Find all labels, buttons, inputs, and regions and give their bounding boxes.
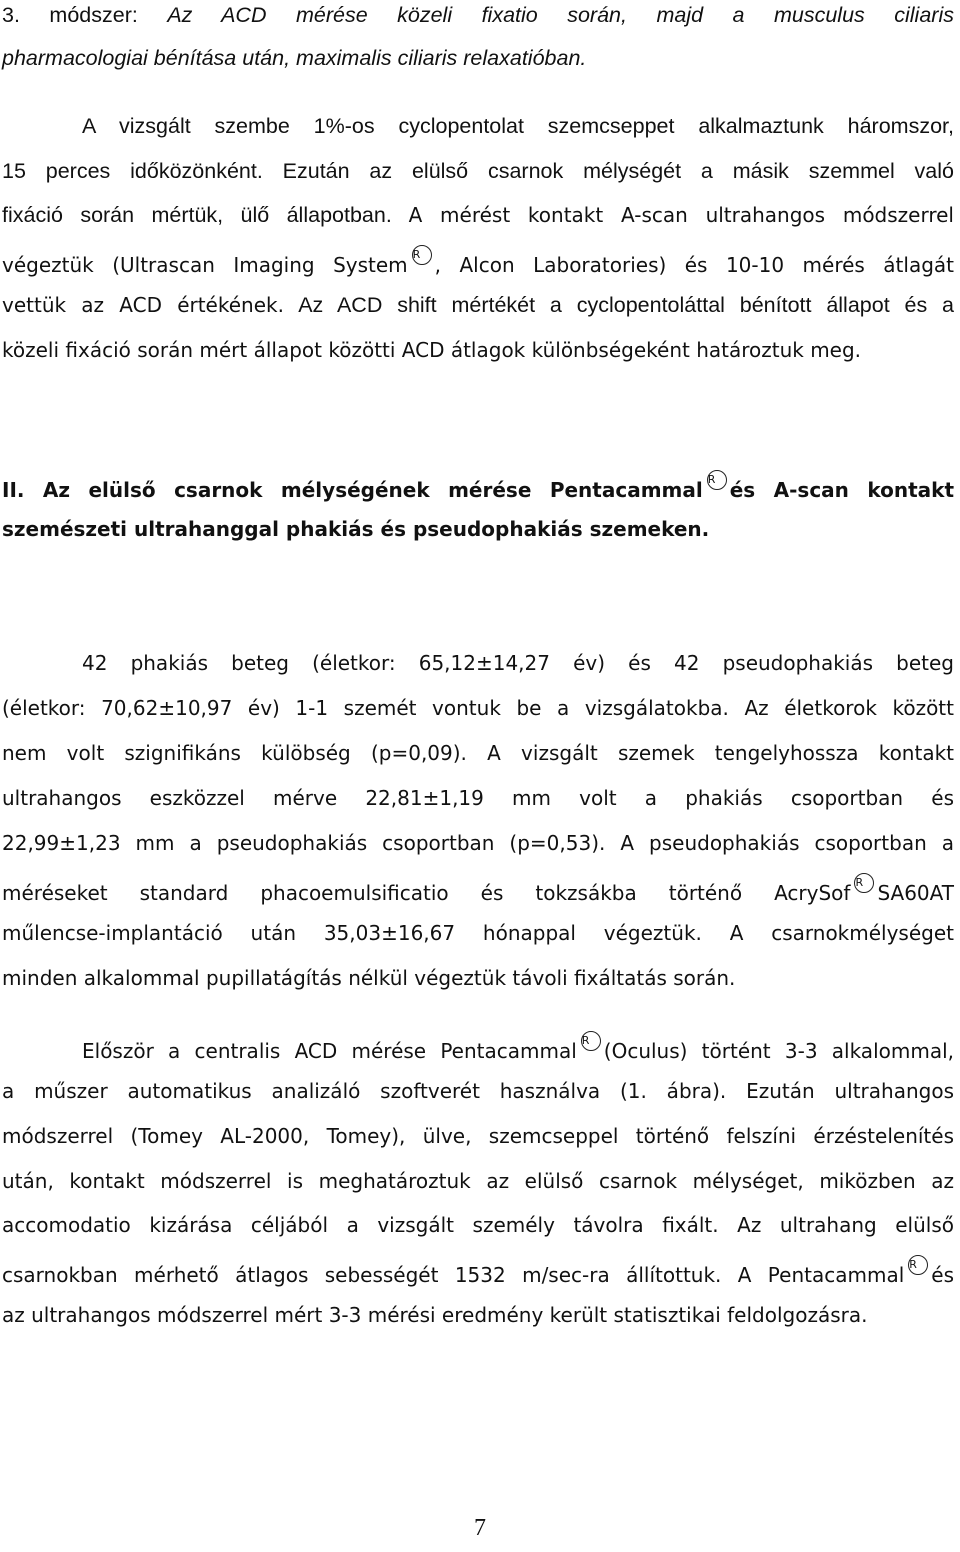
paragraph-line: Először a centralis ACD mérése Pentacammal R (Oculus) történt 3-3 alkalommal, (82, 1031, 954, 1066)
registered-trademark-icon: R (581, 1031, 601, 1051)
paragraph-line: A vizsgált szembe 1%-os cyclopentolat szemcseppet alkalmaztunk háromszor, (82, 114, 954, 138)
section-ii-title-line1: II. Az elülső csarnok mélységének mérése Pentacammal R és A-scan kontakt (2, 470, 954, 505)
paragraph-line: 15 perces időközönként. Ezután az elülső csarnok mélységét a másik szemmel való (2, 159, 954, 183)
paragraph-line: módszerrel (Tomey AL-2000, Tomey), ülve, szemcseppel történő felszíni érzéstelenítés (2, 1124, 954, 1148)
paragraph-line: méréseket standard phacoemulsificatio és tokzsákba történő AcrySof R SA60AT (2, 873, 954, 908)
paragraph-line: az ultrahangos módszerrel mért 3-3 mérési eredmény került statisztikai feldolgozásra. (2, 1303, 868, 1327)
section3-heading-line1 (2, 0, 954, 30)
registered-trademark-icon: R (707, 470, 727, 490)
section-ii-title-line2: szemészeti ultrahanggal phakiás és pseudophakiás szemeken. (2, 517, 710, 541)
registered-trademark-icon: R (412, 245, 432, 265)
paragraph-line: fixáció során mértük, ülő állapotban. A mérést kontakt A-scan ultrahangos módszerrel (2, 203, 954, 227)
section3-heading-number: 3. módszer: (2, 3, 138, 27)
paragraph-line: közeli fixáció során mért állapot közötti ACD átlagok különbségeként határoztuk meg. (2, 338, 862, 362)
paragraph-line: végeztük (Ultrascan Imaging System R , Alcon Laboratories) és 10-10 mérés átlagát (2, 245, 954, 280)
paragraph-line: (életkor: 70,62±10,97 év) 1-1 szemét vontuk be a vizsgálatokba. Az életkorok között (2, 696, 954, 720)
section3-heading-italic: Az ACD mérése közeli fixatio során, majd a musculus ciliaris (167, 3, 954, 27)
paragraph-line: után, kontakt módszerrel is meghatároztuk az elülső csarnok mélységet, miközben az (2, 1169, 954, 1193)
paragraph-line: a műszer automatikus analizáló szoftverét használva (1. ábra). Ezután ultrahangos (2, 1079, 954, 1103)
paragraph-line: ultrahangos eszközzel mérve 22,81±1,19 mm volt a phakiás csoportban és (2, 786, 954, 810)
paragraph-line: 22,99±1,23 mm a pseudophakiás csoportban (p=0,53). A pseudophakiás csoportban a (2, 831, 954, 855)
paragraph-line: 42 phakiás beteg (életkor: 65,12±14,27 év) és 42 pseudophakiás beteg (82, 651, 954, 675)
registered-trademark-icon: R (854, 873, 874, 893)
page-number: 7 (474, 1515, 486, 1541)
paragraph-line: vettük az ACD értékének. Az ACD shift mértékét a cyclopentoláttal bénított állapot és a (2, 293, 955, 317)
paragraph-line: nem volt szignifikáns külöbség (p=0,09). A vizsgált szemek tengelyhossza kontakt (2, 741, 955, 765)
paragraph-line: csarnokban mérhető átlagos sebességét 1532 m/sec-ra állítottuk. A Pentacammal R és (2, 1255, 954, 1290)
paragraph-line: accomodatio kizárása céljából a vizsgált személy távolra fixált. Az ultrahang elülső (2, 1213, 954, 1237)
section3-heading-line2: pharmacologiai bénítása után, maximalis ciliaris relaxatióban. (2, 46, 587, 70)
registered-trademark-icon: R (908, 1255, 928, 1275)
paragraph-line: műlencse-implantáció után 35,03±16,67 hónappal végeztük. A csarnokmélységet (2, 921, 955, 945)
paragraph-line: minden alkalommal pupillatágítás nélkül végeztük távoli fixáltatás során. (2, 966, 736, 990)
